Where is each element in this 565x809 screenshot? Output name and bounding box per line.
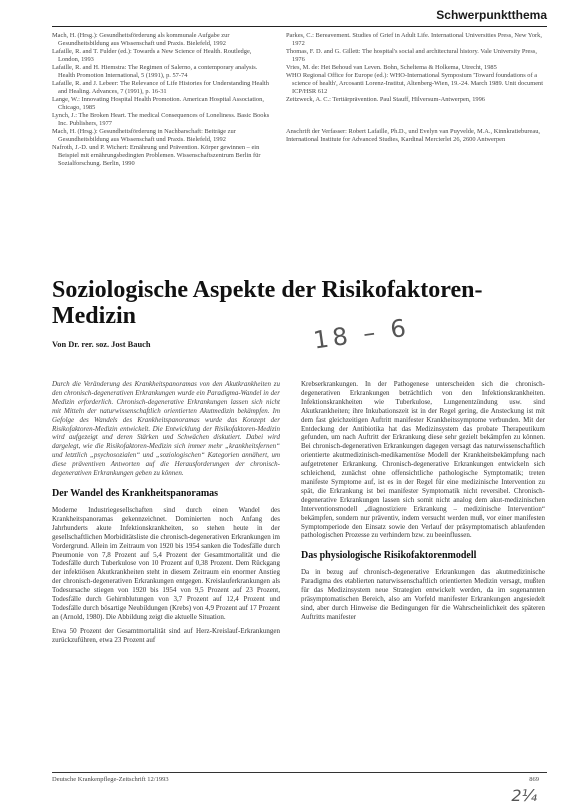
section-tag: Schwerpunktthema <box>436 8 547 22</box>
reference-entry: Thomas, F. D. and G. Gillett: The hospital's social and architectural history. Vale University Press, 1976 <box>286 48 537 63</box>
body-paragraph: Moderne Industriegesellschaften sind durch einen Wandel des Krankheitspanoramas gekennzeichnet. Dominierten noch Anfang des Jahrhunderts akute Infektionskrankheiten, so stehen heute in der gesellschaftlichen Morbiditätsliste die chronisch-degenerativen Erkrankungen im Vordergrund. Allein im Zeitraum von 1920 bis 1954 sanken die Todesfälle durch Pneumonie von 7,8 Prozent auf 5,4 Prozent der Gesamtmortalität und die Todesfälle durch Tuberkulose von 10 Prozent auf 0,38 Prozent. Dem Rückgang der infektiösen Akutkrankheiten steht in diesem Zeitraum ein enormer Anstieg der chronisch-degenerativen Erkrankungen entgegen. Kreislauferkrankungen als Todesursache stiegen von 1920 bis 1954 von 9,5 Prozent auf 23 Prozent, Todesfälle durch Gehirnblutungen von 3,7 Prozent auf 12,4 Prozent und Todesfälle durch bösartige Neubildungen (Krebs) von 4,9 Prozent auf 17 Prozent an (Arnold, 1980). Die Abbildung zeigt die aktuelle Situation. <box>52 505 280 621</box>
reference-entry: Nafroth, J.-D. und P. Wichert: Ernährung und Prävention. Körper gewinnen – ein Beispiel mit ernährungsbedingten Problemen. Wissenschaftszentrum Berlin für Sozialforschung. Berlin, 1990 <box>52 144 261 167</box>
reference-entry: Vries, M. de: Het Behoud van Leven. Bohn, Scheltema & Holkema, Utrecht, 1985 <box>286 64 497 71</box>
handwritten-mark: 2¼ <box>511 786 537 805</box>
header-rule <box>52 26 547 27</box>
article-byline: Von Dr. rer. soz. Jost Bauch <box>52 340 151 349</box>
section-heading: Das physiologische Risikofaktorenmodell <box>301 550 477 562</box>
reference-entry: Lynch, J.: The Broken Heart. The medical Consequences of Loneliness. Basic Books Inc. Publishers, 1977 <box>52 112 270 127</box>
article-title: Soziologische Aspekte der Risikofaktoren-Medizin <box>52 277 483 329</box>
references-left <box>52 32 274 168</box>
reference-entry: WHO Regional Office for Europe (ed.): WHO-International Symposium 'Toward foundations of a science of health', Arcosanti Lorenz-Institut, Altenberg-Wien, 19.-24. March 1989. Unit document ICP/HSR 612 <box>286 72 544 95</box>
article-column-left <box>52 380 280 650</box>
reference-entry: Lafaille, R. and H. Hiemstra: The Regimen of Salerno, a contemporary analysis. Health Promotion International, 5 (1991), p. 57-74 <box>52 64 258 79</box>
body-paragraph: Krebserkrankungen. In der Pathogenese unterscheiden sich die chronisch-degenerativen Erkrankungen beträchtlich von den Infektionskrankheiten. Infektionskrankheiten wie Tuberkulose, Lungenentzündung usw. sind Akutkrankheiten; ihre Inkubationszeit ist in der Regel gering, die Ansteckung ist mit dem fast gleichzeitigen Auftritt manifester Krankheitssymptome verbunden. Mit der Entdeckung der Antibiotika hat das Medizinsystem das probate Therapeutikum gefunden, um nach Auftritt der Erkrankung diese sehr gezielt bekämpfen zu können. Bei chronisch-degenerativen Erkrankungen dagegen versagt das naturwissenschaftlich orientierte akutmedizinisch-medikamentöse Modell der Krankheitsbekämpfung nach aufgetretener Erkrankung. Chronisch-degenerative Erkrankungen entwickeln sich schleichend, zunächst ohne offensichtliche pathologische Symptomatik; treten manifeste Symptome auf, ist es in der Regel für eine medizinische Intervention zu spät, die Erkrankung ist bei manifester Symptomatik nicht reversibel. Chronisch-degenerative Erkrankungen lassen sich somit nicht analog dem akut-medizinischen Interventionsmodell „diagnostiziere Erkrankung – medizinische Intervention“ bekämpfen, sondern nur präventiv, indem versucht werden muß, vor einer manifesten Symptomperiode den Einsatz sowie den Verlauf der präsymptomatisch ablaufenden pathologischen Prozesse zu verhindern bzw. zu beeinflussen. <box>301 380 545 540</box>
reference-entry: Mach, H. (Hrsg.): Gesundheitsförderung in Nachbarschaft: Beiträge zur Gesundheitsbildung aus Wissenschaft und Praxis. Bielefeld, 1992 <box>52 128 236 143</box>
article-lead: Durch die Veränderung des Krankheitspanoramas von den Akutkrankheiten zu den chronisch-degenerativen Erkrankungen wurde ein Paradigma-Wandel in der Medizin erforderlich. Chronisch-degenerative Erkrankungen lassen sich nicht mit Mitteln der naturwissenschaftlich orientierten Akutmedizin bekämpfen. Im Gefolge des Wandels des Krankheitspanoramas wurde das Konzept der Risikofaktoren-Medizin entwickelt. Die Entwicklung der Risikofaktoren-Medizin wird aufgezeigt und deren Stärken und Schwächen diskutiert. Dabei wird dargelegt, wie die Risikofaktoren-Medizin sich immer mehr „krankheitsfernen“ und letztlich „psychosozialen“ und „soziologischen“ Kategorien annähert, um diese präventiven Antworten auf die Herausforderungen der chronisch-degenerativen Erkrankungen geben zu können. <box>52 380 280 478</box>
reference-entry: Zeitzweck, A. C.: Tertiärprävention. Paul Stauff, Hilversum-Antwerpen, 1996 <box>286 96 485 103</box>
reference-entry: Lafaille, R. and J. Lebeer: The Relevance of Life Histories for Understanding Health and Healing. Advances, 7 (1991), p. 16-31 <box>52 80 269 95</box>
handwritten-note: 18 – 6 <box>311 313 412 355</box>
reference-entry: Lafaille, R. and T. Fulder (ed.): Towards a New Science of Health. Routledge, London, 1993 <box>52 48 252 63</box>
article-column-right <box>301 380 545 627</box>
page-number: 869 <box>529 776 539 783</box>
reference-entry: Lange, W.: Innovating Hospital Health Promotion. American Hospital Association, Chicago, 1985 <box>52 96 264 111</box>
body-paragraph: Da in bezug auf chronisch-degenerative Erkrankungen das akutmedizinische Paradigma des etablierten naturwissenschaftlich orientierten Medizin versagt, mußten für das Medizinsystem neue Strategien entwickelt werden, da im sogenannten präsymptomatischen Bereich, also am Vorfeld manifester Erkrankungen angesiedelt sind, aber durch Hinweise die Bedingungen für die Wahrscheinlichkeit des späteren Auftritts manifester <box>301 568 545 621</box>
journal-citation: Deutsche Krankenpflege-Zeitschrift 12/1993 <box>52 776 169 783</box>
footer-rule <box>52 772 547 773</box>
reference-entry: Parkes, C.: Bereavement. Studies of Grief in Adult Life. International Universities Press, New York, 1972 <box>286 32 542 47</box>
author-address: Anschrift der Verfasser: Robert Lafaille, Ph.D., und Evelyn van Puyvelde, M.A., Kinnkratiebureau, International Institute for Advanced Studies, Kardinal Mercierlei 26, 2600 Antwerpen <box>286 128 541 143</box>
section-heading: Der Wandel des Krankheitspanoramas <box>52 487 219 499</box>
references-right <box>286 32 544 144</box>
reference-entry: Mach, H. (Hrsg.): Gesundheitsförderung als kommunale Aufgabe zur Gesundheitsbildung aus Wissenschaft und Praxis. Bielefeld, 1992 <box>52 32 230 47</box>
body-paragraph: Etwa 50 Prozent der Gesamtmortalität sind auf Herz-Kreislauf-Erkrankungen zurückzuführen, etwa 23 Prozent auf <box>52 626 280 644</box>
